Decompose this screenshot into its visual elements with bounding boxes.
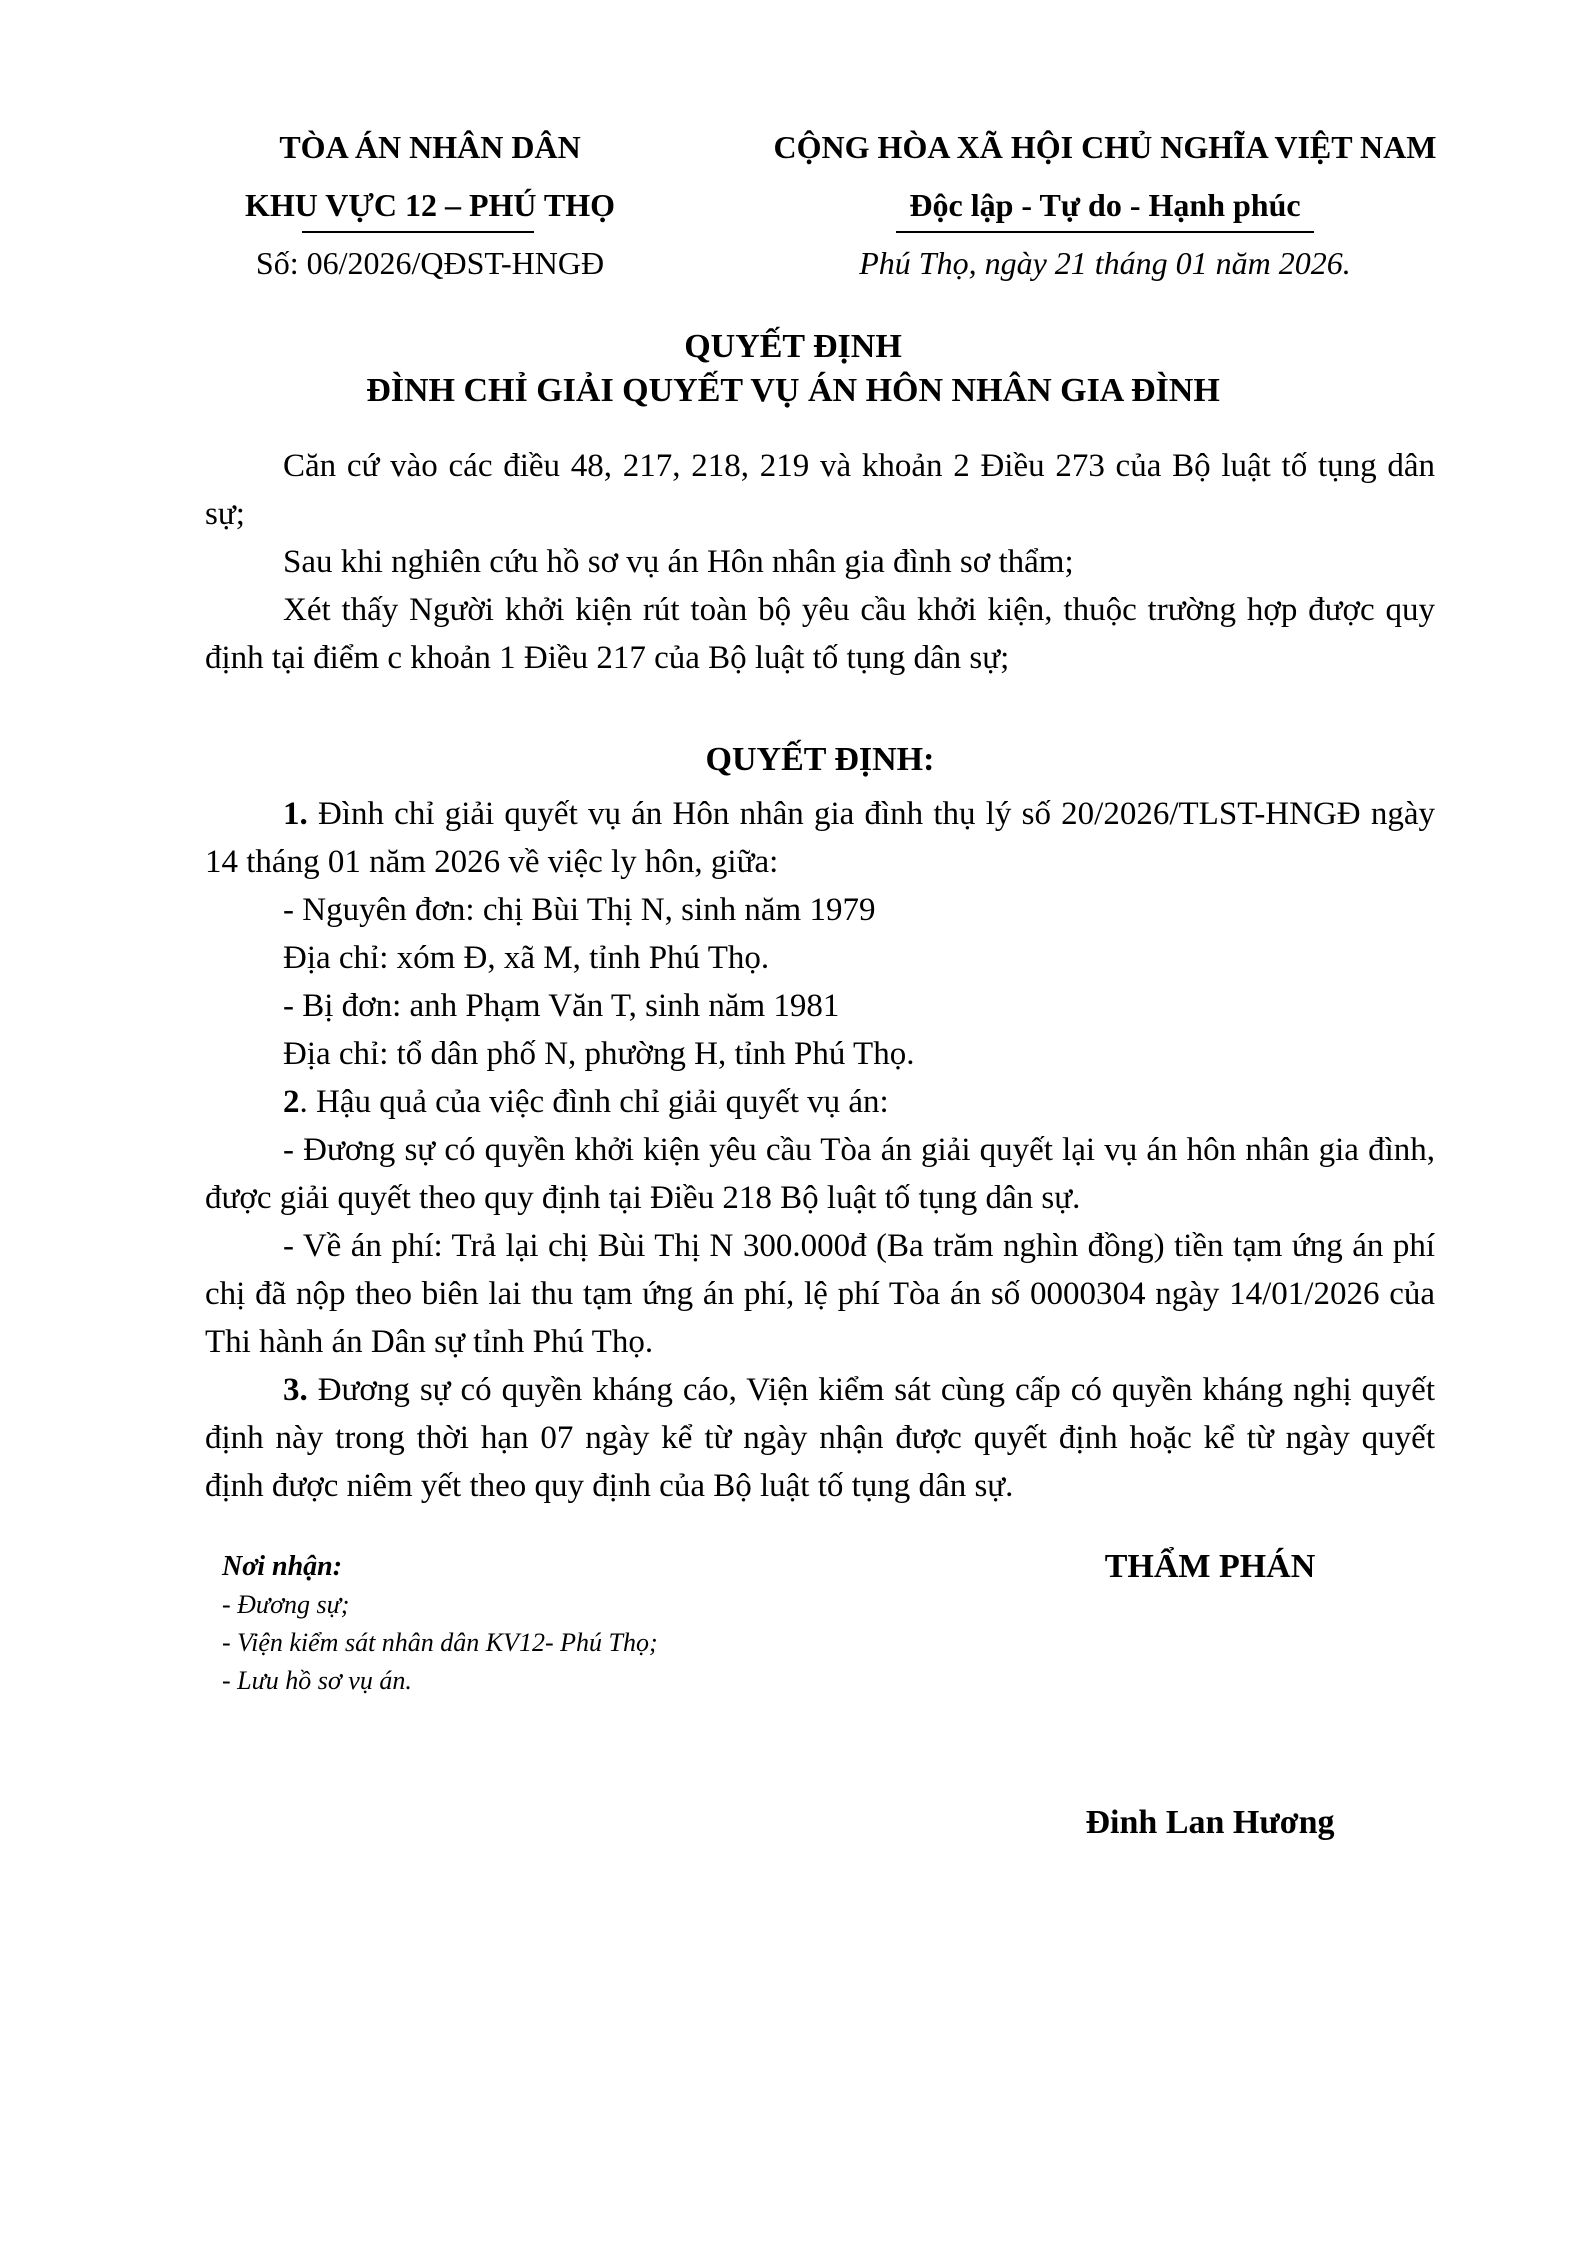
decision-item-2 (205, 1078, 1435, 1126)
consequence-refile: - Đương sự có quyền khởi kiện yêu cầu Tòa án giải quyết lại vụ án hôn nhân gia đình, được giải quyết theo quy định tại Điều 218 Bộ luật tố tụng dân sự. (205, 1132, 1435, 1216)
decision-item-1 (205, 790, 1435, 886)
national-motto: Độc lập - Tự do - Hạnh phúc (909, 187, 1301, 223)
plaintiff-line: - Nguyên đơn: chị Bùi Thị N, sinh năm 1979 (283, 892, 876, 928)
document-title: QUYẾT ĐỊNH (684, 328, 902, 365)
consequence-court-fee: - Về án phí: Trả lại chị Bùi Thị N 300.000đ (Ba trăm nghìn đồng) tiền tạm ứng án phí chị đã nộp theo biên lai thu tạm ứng án phí, lệ phí Tòa án số 0000304 ngày 14/01/2026 của Thi hành án Dân sự tỉnh Phú Thọ. (205, 1228, 1435, 1360)
recipient-item: - Đương sự; (222, 1590, 350, 1619)
court-underline (302, 231, 534, 233)
national-header (740, 118, 1470, 292)
plaintiff-address: Địa chỉ: xóm Đ, xã M, tỉnh Phú Thọ. (283, 940, 770, 976)
item-1-text: Đình chỉ giải quyết vụ án Hôn nhân gia đình thụ lý số 20/2026/TLST-HNGĐ ngày 14 tháng 01 năm 2026 về việc ly hôn, giữa: (205, 796, 1435, 880)
review-statement: Sau khi nghiên cứu hồ sơ vụ án Hôn nhân gia đình sơ thẩm; (283, 544, 1074, 580)
item-2-number: 2 (283, 1084, 300, 1120)
decision-heading: QUYẾT ĐỊNH: (705, 741, 935, 778)
decision-item-3 (205, 1366, 1435, 1510)
court-name: TÒA ÁN NHÂN DÂN (279, 129, 581, 165)
recipients-title: Nơi nhận: (222, 1551, 343, 1582)
place-and-date: Phú Thọ, ngày 21 tháng 01 năm 2026. (859, 245, 1351, 281)
withdrawal-finding: Xét thấy Người khởi kiện rút toàn bộ yêu cầu khởi kiện, thuộc trường hợp được quy định tại điểm c khoản 1 Điều 217 của Bộ luật tố tụng dân sự; (205, 592, 1435, 676)
nation-name: CỘNG HÒA XÃ HỘI CHỦ NGHĨA VIỆT NAM (773, 129, 1437, 165)
defendant-address: Địa chỉ: tổ dân phố N, phường H, tỉnh Phú Thọ. (283, 1036, 915, 1072)
document-body (205, 442, 1435, 1510)
signer-role: THẨM PHÁN (1104, 1548, 1316, 1585)
court-header (195, 118, 665, 292)
recipient-item: - Viện kiểm sát nhân dân KV12- Phú Thọ; (222, 1628, 658, 1657)
motto-underline (896, 231, 1314, 233)
recipients-block (222, 1548, 842, 1700)
document-subtitle: ĐÌNH CHỈ GIẢI QUYẾT VỤ ÁN HÔN NHÂN GIA ĐÌNH (366, 372, 1220, 409)
court-region: KHU VỰC 12 – PHÚ THỌ (244, 187, 616, 223)
item-3-number: 3. (283, 1372, 308, 1408)
item-2-text: . Hậu quả của việc đình chỉ giải quyết vụ án: (299, 1084, 889, 1120)
defendant-line: - Bị đơn: anh Phạm Văn T, sinh năm 1981 (283, 988, 840, 1024)
item-1-number: 1. (283, 796, 308, 832)
signer-name: Đinh Lan Hương (1085, 1804, 1335, 1841)
recipient-item: - Lưu hồ sơ vụ án. (222, 1666, 412, 1695)
item-3-text: Đương sự có quyền kháng cáo, Viện kiểm sát cùng cấp có quyền kháng nghị quyết định này trong thời hạn 07 ngày kể từ ngày nhận được quyết định hoặc kể từ ngày quyết định được niêm yết theo quy định của Bộ luật tố tụng dân sự. (205, 1372, 1435, 1504)
legal-basis: Căn cứ vào các điều 48, 217, 218, 219 và khoản 2 Điều 273 của Bộ luật tố tụng dân sự; (205, 448, 1435, 532)
document-number: Số: 06/2026/QĐST-HNGĐ (255, 245, 605, 281)
